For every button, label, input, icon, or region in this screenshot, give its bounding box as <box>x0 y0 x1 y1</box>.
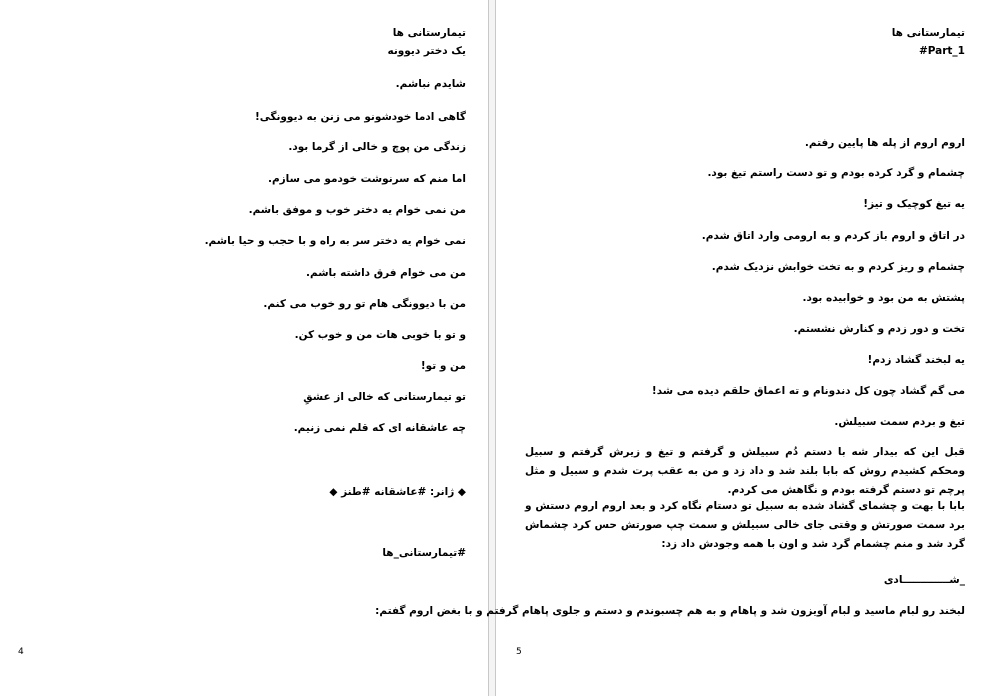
text-line: یه تیغ کوچیک و تیز! <box>863 198 965 210</box>
right-header-part: #Part_1 <box>918 45 965 57</box>
text-line: یه لبخند گشاد زدم! <box>867 354 965 366</box>
text-line: گاهی ادما خودشونو می زنن به دیوونگی! <box>254 111 466 123</box>
text-line: زندگی من پوچ و خالی از گرما بود. <box>288 141 466 153</box>
text-line: نمی خوام یه دختر سر به راه و با حجب و حیا باشم. <box>204 235 466 247</box>
text-line: لبخند رو لبام ماسید و لبام آویزون شد و پاهام و به هم چسبوندم و دستم و جلوی پاهام گرفتم و با بغض اروم گفتم: <box>375 605 965 617</box>
text-line: چه عاشقانه ای که قلم نمی زنیم. <box>293 422 466 434</box>
text-line: من می خوام فرق داشته باشم. <box>306 267 466 279</box>
text-line: چشمام و ریز کردم و به تخت خوابش نزدیک شدم. <box>711 261 965 273</box>
hashtag-line: #تیمارستانی_ها <box>382 547 466 559</box>
text-line: من و تو! <box>420 360 466 372</box>
text-line: من نمی خوام یه دختر خوب و موفق باشم. <box>248 204 466 216</box>
text-line: پشتش به من بود و خوابیده بود. <box>802 292 965 304</box>
left-header-author: یک دختر دیوونه <box>387 45 466 57</box>
text-line: تو تیمارستانی که خالی از عشقِ <box>303 391 466 403</box>
left-header-title: تیمارستانی ها <box>392 27 466 39</box>
page-number: 5 <box>516 647 522 657</box>
shout-line: _شـــــــــــــادی <box>883 574 965 586</box>
text-line: تیغ و بردم سمت سبیلش. <box>834 416 965 428</box>
genre-line: ◆ ژانر: #عاشقانه #طنز ◆ <box>329 486 466 498</box>
text-line: چشمام و گرد کرده بودم و تو دست راستم تیغ بود. <box>707 167 965 179</box>
right-header-title: تیمارستانی ها <box>891 27 965 39</box>
text-line: اروم اروم از پله ها پایین رفتم. <box>804 137 965 149</box>
text-line: تخت و دور زدم و کنارش نشستم. <box>793 323 965 335</box>
text-line: می گم گشاد چون کل دندونام و ته اعماق حلقم دیده می شد! <box>651 385 965 397</box>
page-gutter <box>488 0 496 696</box>
text-line: و تو با خوبی هات من و خوب کن. <box>294 329 466 341</box>
text-line: شایدم نباشم. <box>395 78 466 90</box>
paragraph: بابا با بهت و چشمای گشاد شده به سبیل تو دستام نگاه کرد و بعد اروم اروم دستش و برد سمت صورتش و وقتی جای خالی سبیلش و سمت چپ صورتش حس کرد چشماش گرد شد و منم چشمام گرد شد و اون با همه وجودش داد زد: <box>525 500 965 550</box>
left-page <box>0 0 488 696</box>
text-line: اما منم که سرنوشت خودمو می سازم. <box>267 173 466 185</box>
paragraph: قبل این که بیدار شه با دستم دُم سبیلش و گرفتم و تیغ و زیرش گرفتم و سبیل ومحکم کشیدم روش که بابا بلند شد و داد زد و من به عقب پرت شدم و سبیل و مثل پرچم تو دستم گرفته بودم و نگاهش می کردم. <box>525 446 965 496</box>
text-line: در اتاق و اروم باز کردم و به ارومی وارد اتاق شدم. <box>701 230 965 242</box>
page-number: 4 <box>18 647 24 657</box>
text-line: من با دیوونگی هام تو رو خوب می کنم. <box>263 298 466 310</box>
